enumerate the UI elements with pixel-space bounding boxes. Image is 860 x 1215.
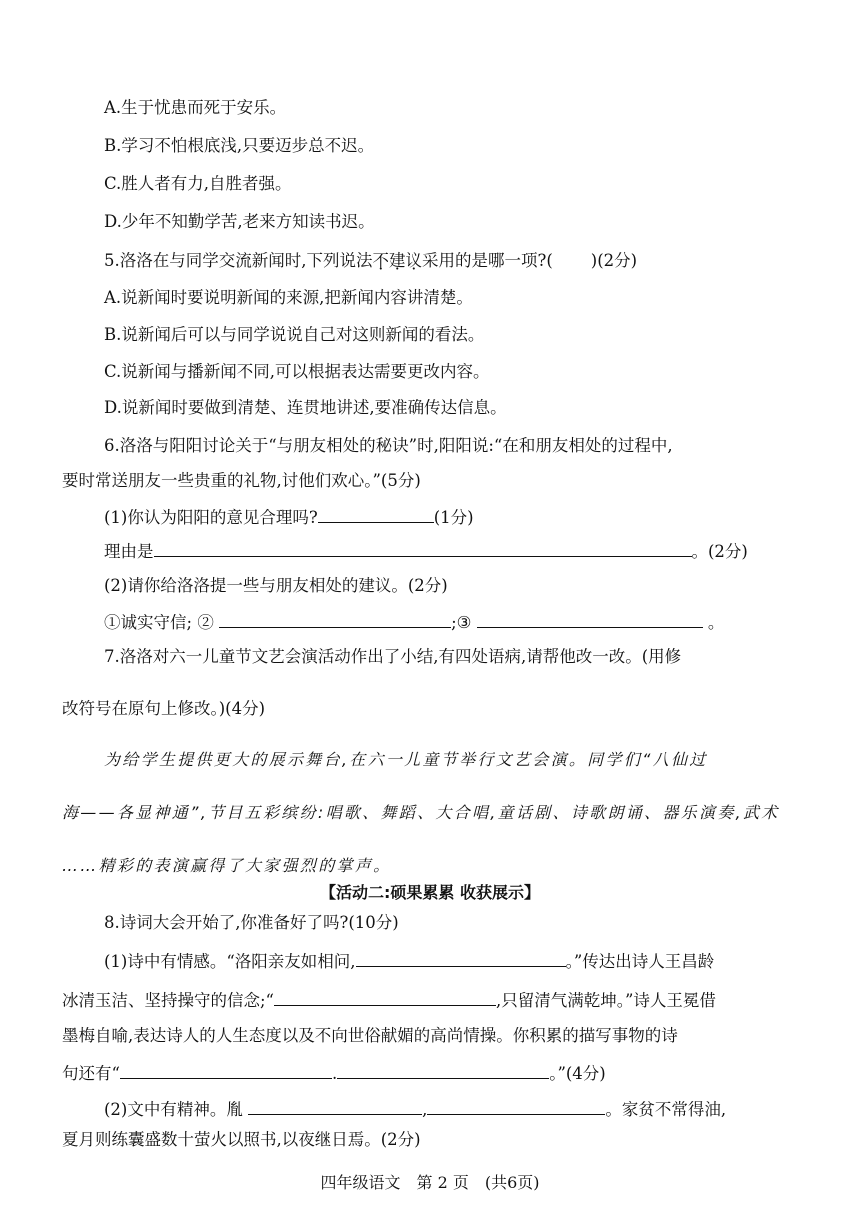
footer-total: (共6页) [484,1173,540,1192]
emphasis-char: 不 [372,251,389,270]
answer-blank[interactable] [553,250,591,266]
q8-line4-tail: 。”(4分) [549,1064,606,1083]
q7-passage-line3: ……精彩的表演赢得了大家强烈的掌声。 [62,856,392,875]
q8-line4-text: 句还有“ [62,1064,120,1083]
footer-subject: 四年级语文 [320,1173,401,1192]
answer-blank[interactable] [154,540,692,557]
answer-blank[interactable] [337,1062,549,1079]
reason-label: 理由是 [104,542,154,561]
q8-line4-sep: . [331,1064,338,1083]
q5-option-d: D.说新闻时要做到清楚、连贯地讲述,要准确传达信息。 [104,398,507,417]
suggestion-1: ①诚实守信; [104,613,193,632]
page-footer [0,1170,860,1193]
q8-stem: 8.诗词大会开始了,你准备好了吗?(10分) [104,913,399,932]
q8-line4 [62,1062,606,1084]
emphasis-char: 建 [389,251,406,270]
q5-option-c: C.说新闻与播新闻不同,可以根据表达需要更改内容。 [104,362,490,381]
q6-stem-line1: 6.洛洛与阳阳讨论关于“与朋友相处的秘诀”时,阳阳说:“在和朋友相处的过程中, [104,436,673,455]
q6-stem-line2: 要时常送朋友一些贵重的礼物,讨他们欢心。”(5分) [62,471,421,490]
suggestion-3-label: ;③ [451,613,472,632]
q7-passage-line2: 海——各显神通”,节目五彩缤纷:唱歌、舞蹈、大合唱,童话剧、诗歌朗诵、器乐演奏,武术 [62,803,780,822]
q8-line3: 墨梅自喻,表达诗人的人生态度以及不向世俗献媚的高尚情操。你积累的描写事物的诗 [62,1026,678,1045]
q4-option-a: A.生于忧患而死于安乐。 [104,98,287,117]
q8-line2 [62,989,716,1011]
answer-blank[interactable] [219,611,451,628]
q4-option-d: D.少年不知勤学苦,老来方知读书迟。 [104,212,375,231]
q7-stem-line1: 7.洛洛对六一儿童节文艺会演活动作出了小结,有四处语病,请帮他改一改。(用修 [104,647,682,666]
answer-blank[interactable] [427,1098,605,1115]
q8-line1-text: (1)诗中有情感。“洛阳亲友如相问, [104,952,356,971]
q6-sub1-question: (1)你认为阳阳的意见合理吗? [104,508,318,527]
activity2-heading: 【活动二:硕果累累 收获展示】 [320,883,540,902]
answer-blank[interactable] [274,989,496,1006]
q6-sub1-points: (1分) [433,508,474,527]
answer-blank[interactable] [477,611,703,628]
q8-line2-tail: ,只留清气满乾坤。”诗人王冕借 [496,991,716,1010]
q8-line2-text: 冰清玉洁、坚持操守的信念;“ [62,991,274,1010]
q8-line6: 夏月则练囊盛数十萤火以照书,以夜继日焉。(2分) [62,1130,421,1149]
q6-sub2: (2)请你给洛洛提一些与朋友相处的建议。(2分) [104,576,448,595]
q8-line5 [104,1098,726,1120]
answer-blank[interactable] [120,1062,332,1079]
q4-option-b: B.学习不怕根底浅,只要迈步总不迟。 [104,136,375,155]
footer-page: 第 2 页 [416,1173,469,1192]
q6-sub1 [104,506,474,528]
emphasis-char: 议 [405,251,422,270]
suggestion-2-label: ② [197,613,214,632]
suggestion-end: 。 [707,613,725,632]
q7-passage-line1: 为给学生提供更大的展示舞台,在六一儿童节举行文艺会演。同学们“八仙过 [104,750,708,769]
reason-points: 。(2分) [691,542,748,561]
answer-blank[interactable] [318,506,434,523]
q5-stem [104,250,637,271]
q8-line5-tail: 。家贫不常得油, [605,1100,727,1119]
q5-stem-pre: 5.洛洛在与同学交流新闻时,下列说法 [104,251,373,270]
q5-option-b: B.说新闻后可以与同学说说自己对这则新闻的看法。 [104,325,485,344]
q5-points: )(2分) [590,251,638,270]
q8-line5-sep: , [422,1100,428,1119]
q8-line1 [104,950,714,972]
answer-blank[interactable] [248,1098,422,1115]
q7-stem-line2: 改符号在原句上修改。)(4分) [62,699,266,718]
q4-option-c: C.胜人者有力,自胜者强。 [104,174,292,193]
q5-stem-post: 采用的是哪一项?( [422,251,553,270]
q6-suggestions [104,611,724,633]
q5-option-a: A.说新闻时要说明新闻的来源,把新闻内容讲清楚。 [104,288,473,307]
q6-reason [104,540,748,562]
q8-line1-tail: 。”传达出诗人王昌龄 [565,952,715,971]
answer-blank[interactable] [356,950,566,967]
q8-line5-text: (2)文中有精神。胤 [104,1100,243,1119]
